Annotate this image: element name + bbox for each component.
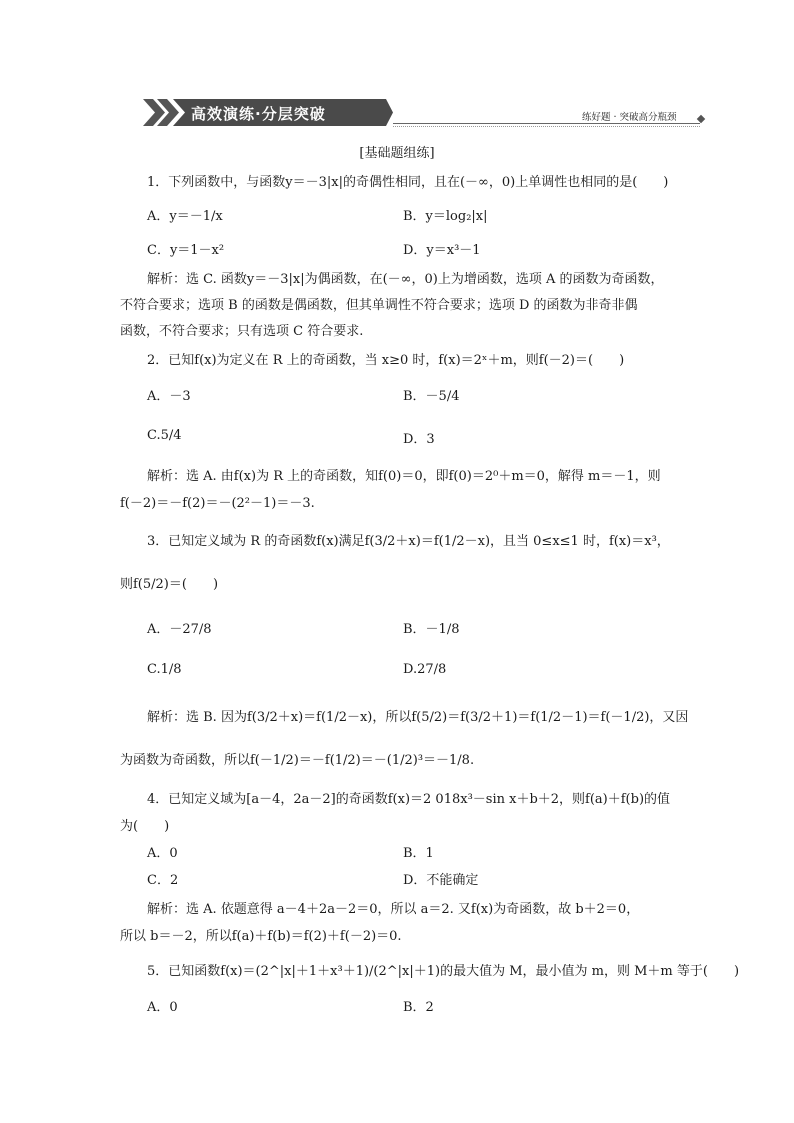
q4-option-b: B．1: [403, 846, 434, 861]
q3-option-a: A．－27/8: [147, 622, 212, 637]
q4-solution-line1: 解析：选 A. 依题意得 a－4＋2a－2＝0，所以 a＝2. 又f(x)为奇函数，故 b＋2＝0，: [147, 902, 640, 917]
q5-option-a: A．0: [147, 1000, 178, 1015]
q1-solution-line2: 不符合要求；选项 B 的函数是偶函数，但其单调性不符合要求；选项 D 的函数为非奇非偶: [120, 298, 638, 313]
q3-option-d: D.27/8: [403, 662, 447, 677]
banner-title: 高效演练·分层突破: [191, 105, 326, 123]
section-title: [基础题组练]: [359, 146, 435, 161]
q3-option-c: C.1/8: [147, 662, 182, 677]
q1-solution-line3: 函数，不符合要求；只有选项 C 符合要求.: [120, 324, 364, 339]
q5-option-b: B．2: [403, 1000, 434, 1015]
q2-option-a: A．－3: [147, 389, 191, 404]
q2-solution-line2: f(－2)＝－f(2)＝－(2²－1)＝－3.: [120, 496, 315, 511]
q1-option-a: A．y＝－1/x: [147, 209, 223, 224]
header-rule: [393, 123, 700, 124]
diamond-icon: [697, 115, 705, 123]
q5-stem: 5．已知函数f(x)＝(2^|x|＋1＋x³＋1)/(2^|x|＋1)的最大值为 M，最小值为 m，则 M＋m 等于( ): [147, 964, 740, 979]
q2-stem: 2．已知f(x)为定义在 R 上的奇函数，当 x≥0 时，f(x)＝2ˣ＋m，则f(－2)＝( ): [147, 353, 625, 368]
section-banner: [143, 99, 393, 126]
q4-stem-line2: 为( ): [120, 819, 170, 834]
q2-option-d: D．3: [403, 432, 435, 447]
q1-option-d: D．y＝x³－1: [403, 243, 481, 258]
q4-option-a: A．0: [147, 846, 178, 861]
q2-solution-line1: 解析：选 A. 由f(x)为 R 上的奇函数，知f(0)＝0，即f(0)＝2⁰＋m＝0，解得 m＝－1，则: [147, 469, 661, 484]
q1-option-c: C．y＝1－x²: [147, 243, 225, 258]
q4-solution-line2: 所以 b＝－2，所以f(a)＋f(b)＝f(2)＋f(－2)＝0.: [120, 929, 402, 944]
q4-option-d: D．不能确定: [403, 873, 479, 888]
q1-solution-line1: 解析：选 C. 函数y＝－3|x|为偶函数，在(－∞，0)上为增函数，选项 A 的函数为奇函数，: [147, 272, 664, 287]
q3-stem-line1: 3．已知定义域为 R 的奇函数f(x)满足f(3/2＋x)＝f(1/2－x)，且当 0≤x≤1 时，f(x)＝x³，: [147, 534, 670, 549]
q2-option-c: C.5/4: [147, 428, 182, 443]
q1-option-b: B．y＝log₂|x|: [403, 209, 488, 224]
q4-option-c: C．2: [147, 873, 179, 888]
q2-option-b: B．－5/4: [403, 389, 460, 404]
header-tagline: 练好题 · 突破高分瓶颈: [582, 112, 677, 123]
q3-option-b: B．－1/8: [403, 622, 460, 637]
q3-stem-line2: 则f(5/2)＝( ): [120, 577, 219, 592]
q4-stem-line1: 4．已知定义域为[a－4，2a－2]的奇函数f(x)＝2 018x³－sin x＋b＋2，则f(a)＋f(b)的值: [147, 792, 671, 807]
header-rule-dotted: [393, 126, 700, 127]
q3-solution-line2: 为函数为奇函数，所以f(－1/2)＝－f(1/2)＝－(1/2)³＝－1/8.: [120, 753, 475, 768]
q3-solution-line1: 解析：选 B. 因为f(3/2＋x)＝f(1/2－x)，所以f(5/2)＝f(3/2＋1)＝f(1/2－1)＝f(－1/2)，又因: [147, 710, 689, 725]
q1-stem: 1．下列函数中，与函数y＝－3|x|的奇偶性相同，且在(－∞，0)上单调性也相同的是( ): [147, 175, 669, 190]
